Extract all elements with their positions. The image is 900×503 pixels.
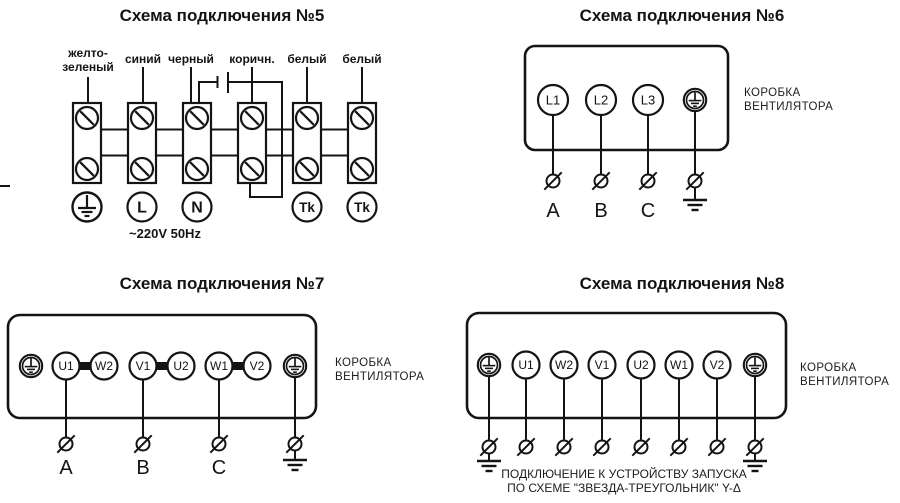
terminal-block (293, 103, 321, 183)
splice-point-icon (57, 435, 74, 452)
screw-terminal-icon (131, 158, 153, 180)
starter-note-line1: ПОДКЛЮЧЕНИЕ К УСТРОЙСТВУ ЗАПУСКА (501, 467, 747, 481)
pe-terminal-icon (744, 354, 766, 376)
scheme-6-diagram (525, 6, 833, 222)
screw-terminal-icon (76, 158, 98, 180)
power-rating-label: ~220V 50Hz (129, 226, 201, 241)
scheme-6-title: Схема подключения №6 (579, 6, 785, 25)
starter-note (501, 466, 746, 495)
scheme-5-diagram (0, 6, 382, 241)
fan-box-caption-line1: КОРОБКА (800, 362, 857, 374)
phase-a-label: A (546, 200, 560, 222)
fan-box-caption-line2: ВЕНТИЛЯТОРА (800, 376, 890, 388)
phase-b-label: B (136, 457, 150, 479)
wire-label-yellow-green-2: зеленый (62, 60, 114, 74)
terminal-v1-label: V1 (135, 359, 151, 373)
phase-c-label: C (640, 200, 656, 222)
terminal-designations (73, 193, 377, 222)
pe-terminal-icon (20, 355, 42, 377)
screw-terminal-icon (241, 107, 263, 129)
starter-note-line2: ПО СХЕМЕ "ЗВЕЗДА-ТРЕУГОЛЬНИК" Y-Δ (507, 481, 741, 495)
phase-labels (546, 200, 655, 222)
wire-label-white-2: белый (342, 52, 382, 66)
terminal-w1-label: W1 (210, 359, 228, 373)
splice-point-icon (480, 438, 497, 455)
scheme-8-title: Схема подключения №8 (579, 274, 785, 293)
wire-label-brown: коричн. (229, 52, 275, 66)
splice-point-icon (210, 435, 227, 452)
screw-terminal-icon (351, 107, 373, 129)
earth-ground-icon (683, 200, 707, 210)
terminal-block (238, 103, 266, 183)
scheme-5-title: Схема подключения №5 (119, 6, 325, 25)
fan-box-caption (335, 357, 424, 383)
terminal-block (73, 103, 101, 183)
incoming-wires (88, 67, 362, 104)
phase-a-label: A (59, 457, 73, 479)
terminal-v1-label: V1 (594, 358, 610, 372)
terminal-l-label: L (137, 199, 147, 217)
fan-box-caption-line2: ВЕНТИЛЯТОРА (335, 371, 425, 383)
fan-box-caption-line2: ВЕНТИЛЯТОРА (744, 101, 834, 113)
fan-box-terminals (538, 85, 706, 115)
terminal-n-label: N (191, 199, 203, 217)
phase-labels (59, 457, 226, 479)
terminal-w2-label: W2 (95, 359, 113, 373)
screw-terminal-icon (241, 158, 263, 180)
earth-ground-icon (477, 461, 501, 471)
screw-terminal-icon (186, 107, 208, 129)
splice-point-icon (708, 438, 725, 455)
fan-box-caption-line1: КОРОБКА (335, 357, 392, 369)
screw-terminal-icon (351, 158, 373, 180)
terminal-tk2-label: Tk (354, 200, 370, 215)
terminal-u2-label: U2 (633, 358, 649, 372)
terminal-u1-label: U1 (518, 358, 534, 372)
terminal-w1-label: W1 (670, 358, 688, 372)
terminal-u2-label: U2 (173, 359, 189, 373)
terminal-tk1-label: Tk (299, 200, 315, 215)
splice-point-icon (517, 438, 534, 455)
wire-label-black: черный (168, 52, 214, 66)
splice-point-icon (286, 435, 303, 452)
terminal-l3-label: L3 (640, 92, 656, 108)
screw-terminal-icon (131, 107, 153, 129)
terminal-strip (73, 103, 376, 183)
terminal-v2-label: V2 (709, 358, 725, 372)
terminal-block (348, 103, 376, 183)
terminal-v2-label: V2 (249, 359, 265, 373)
wire-label-white-1: белый (287, 52, 327, 66)
splice-point-icon (544, 172, 561, 189)
outgoing-wires (553, 112, 695, 175)
phase-b-label: B (594, 200, 608, 222)
capacitor-symbol (218, 72, 229, 93)
terminal-l2-label: L2 (593, 92, 609, 108)
splice-point-icon (134, 435, 151, 452)
pe-terminal-icon (478, 354, 500, 376)
splice-point-icon (686, 172, 703, 189)
outgoing-wires (66, 378, 295, 438)
splice-point-icon (746, 438, 763, 455)
screw-terminal-icon (296, 107, 318, 129)
screw-terminal-icon (296, 158, 318, 180)
pe-terminal-icon (73, 193, 102, 222)
screw-terminal-icon (186, 158, 208, 180)
wire-color-labels (62, 46, 381, 74)
splice-point-icon (670, 438, 687, 455)
phase-c-label: C (211, 457, 227, 479)
scheme-7-diagram (8, 274, 424, 479)
terminal-l1-label: L1 (545, 92, 561, 108)
fan-box-caption (744, 87, 833, 113)
fan-box-caption (800, 362, 889, 388)
terminal-block (128, 103, 156, 183)
pe-terminal-icon (684, 89, 706, 111)
outgoing-wires (489, 377, 755, 440)
splice-point-icon (639, 172, 656, 189)
fan-box-terminals (478, 352, 766, 379)
terminal-u1-label: U1 (58, 359, 74, 373)
earth-ground-icon (283, 460, 307, 470)
splice-point-icon (592, 172, 609, 189)
splice-point-icon (555, 438, 572, 455)
terminal-w2-label: W2 (555, 358, 573, 372)
splice-point-icon (632, 438, 649, 455)
screw-terminal-icon (76, 107, 98, 129)
pe-terminal-icon (284, 355, 306, 377)
fan-box-caption-line1: КОРОБКА (744, 87, 801, 99)
wire-label-yellow-green-1: желто- (68, 46, 108, 60)
wire-label-blue: синий (124, 52, 162, 66)
scheme-7-title: Схема подключения №7 (119, 274, 325, 293)
terminal-block (183, 103, 211, 183)
scheme-8-diagram (467, 274, 889, 495)
splice-point-icon (593, 438, 610, 455)
